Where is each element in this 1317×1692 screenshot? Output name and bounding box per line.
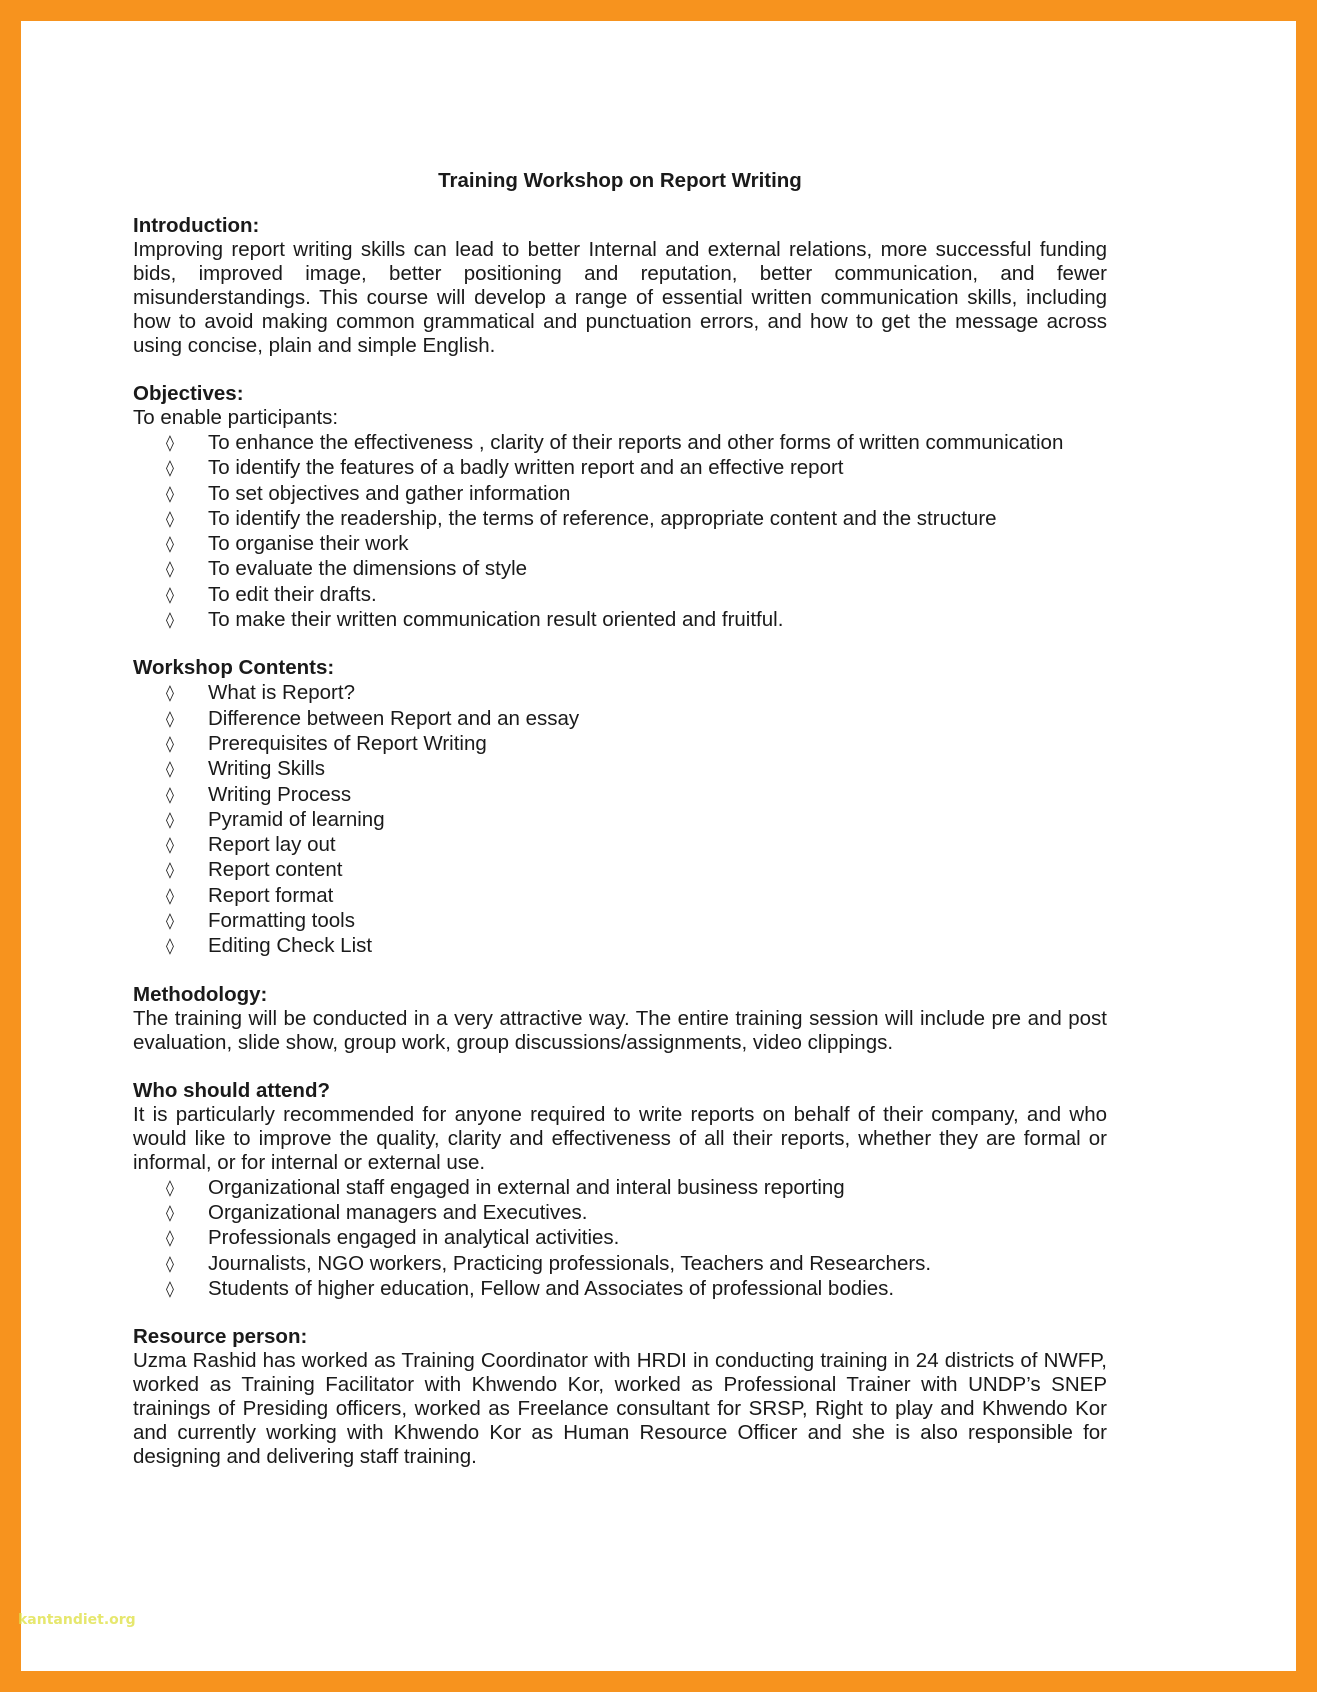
diamond-bullet-icon: ◊ bbox=[166, 1202, 174, 1222]
list-item bbox=[133, 1276, 1107, 1301]
contents-section bbox=[133, 656, 1107, 958]
list-item bbox=[133, 1251, 1107, 1276]
introduction-heading: Introduction: bbox=[133, 214, 260, 237]
list-item bbox=[133, 680, 1107, 705]
diamond-bullet-icon: ◊ bbox=[166, 683, 174, 703]
list-item-text: To set objectives and gather information bbox=[208, 481, 571, 505]
diamond-bullet-icon: ◊ bbox=[166, 559, 174, 579]
objectives-lead: To enable participants: bbox=[133, 406, 339, 429]
list-item bbox=[133, 1200, 1107, 1225]
methodology-heading: Methodology: bbox=[133, 982, 268, 1006]
contents-list bbox=[133, 680, 1107, 958]
list-item-text: Prerequisites of Report Writing bbox=[208, 731, 487, 755]
list-item-text: What is Report? bbox=[208, 681, 355, 705]
diamond-bullet-icon: ◊ bbox=[166, 759, 174, 779]
list-item-text: Journalists, NGO workers, Practicing professionals, Teachers and Researchers. bbox=[208, 1251, 932, 1275]
attend-list bbox=[133, 1175, 1107, 1301]
diamond-bullet-icon: ◊ bbox=[166, 610, 174, 630]
list-item bbox=[133, 582, 1107, 607]
list-item bbox=[133, 933, 1107, 958]
list-item bbox=[133, 857, 1107, 882]
list-item bbox=[133, 1225, 1107, 1250]
attend-text: It is particularly recommended for anyone required to write reports on behalf of their company, and who would like to improve the quality, clarity and effectiveness of all their reports, whether they are formal or informal, or for internal or external use. bbox=[133, 1102, 1107, 1174]
document-page bbox=[21, 21, 1296, 1671]
resource-section bbox=[133, 1325, 1107, 1469]
diamond-bullet-icon: ◊ bbox=[166, 936, 174, 956]
diamond-bullet-icon: ◊ bbox=[166, 1253, 174, 1273]
diamond-bullet-icon: ◊ bbox=[166, 708, 174, 728]
diamond-bullet-icon: ◊ bbox=[166, 1228, 174, 1248]
list-item-text: To identify the readership, the terms of reference, appropriate content and the structure bbox=[208, 506, 997, 530]
contents-heading: Workshop Contents: bbox=[133, 656, 335, 680]
list-item bbox=[133, 807, 1107, 832]
list-item bbox=[133, 832, 1107, 857]
list-item-text: To evaluate the dimensions of style bbox=[208, 557, 528, 581]
introduction-section bbox=[133, 214, 1107, 358]
list-item bbox=[133, 531, 1107, 556]
diamond-bullet-icon: ◊ bbox=[166, 733, 174, 753]
watermark-text: kantandiet.org bbox=[18, 1612, 136, 1628]
list-item bbox=[133, 782, 1107, 807]
list-item-text: Report content bbox=[208, 858, 343, 882]
list-item-text: To enhance the effectiveness , clarity of their reports and other forms of written communication bbox=[208, 431, 1064, 454]
list-item bbox=[133, 455, 1107, 480]
list-item bbox=[133, 430, 1107, 455]
list-item bbox=[133, 883, 1107, 908]
list-item bbox=[133, 506, 1107, 531]
list-item-text: To organise their work bbox=[208, 532, 409, 556]
list-item-text: Editing Check List bbox=[208, 934, 373, 958]
diamond-bullet-icon: ◊ bbox=[166, 1177, 174, 1197]
list-item bbox=[133, 706, 1107, 731]
list-item-text: Report format bbox=[208, 883, 334, 907]
diamond-bullet-icon: ◊ bbox=[166, 458, 174, 478]
diamond-bullet-icon: ◊ bbox=[166, 784, 174, 804]
diamond-bullet-icon: ◊ bbox=[166, 534, 174, 554]
list-item bbox=[133, 1175, 1107, 1200]
list-item-text: Formatting tools bbox=[208, 909, 355, 933]
list-item bbox=[133, 481, 1107, 506]
list-item bbox=[133, 556, 1107, 581]
diamond-bullet-icon: ◊ bbox=[166, 1278, 174, 1298]
diamond-bullet-icon: ◊ bbox=[166, 860, 174, 880]
document-body bbox=[133, 169, 1107, 1493]
diamond-bullet-icon: ◊ bbox=[166, 584, 174, 604]
objectives-heading: Objectives: bbox=[133, 382, 244, 405]
list-item-text: Writing Process bbox=[208, 782, 352, 806]
objectives-list bbox=[133, 430, 1107, 632]
list-item-text: Professionals engaged in analytical activities. bbox=[208, 1226, 620, 1250]
list-item-text: Organizational staff engaged in external and interal business reporting bbox=[208, 1175, 845, 1199]
diamond-bullet-icon: ◊ bbox=[166, 885, 174, 905]
resource-text: Uzma Rashid has worked as Training Coordinator with HRDI in conducting training in 24 districts of NWFP, worked as Training Facilitator with Khwendo Kor, worked as Professional Trainer with UNDP’s SNEP trainings of Presiding officers, worked as Freelance consultant for SRSP, Right to play and Khwendo Kor and currently working with Khwendo Kor as Human Resource Officer and she is also responsible for designing and delivering staff training. bbox=[133, 1349, 1107, 1469]
list-item bbox=[133, 607, 1107, 632]
diamond-bullet-icon: ◊ bbox=[166, 483, 174, 503]
list-item-text: To make their written communication result oriented and fruitful. bbox=[208, 608, 784, 632]
list-item-text: Organizational managers and Executives. bbox=[208, 1200, 588, 1224]
list-item-text: Writing Skills bbox=[208, 757, 325, 781]
diamond-bullet-icon: ◊ bbox=[166, 433, 174, 452]
attend-section bbox=[133, 1079, 1107, 1301]
list-item-text: Report lay out bbox=[208, 833, 336, 857]
introduction-text: Improving report writing skills can lead to better Internal and external relations, more successful funding bids, improved image, better positioning and reputation, better communication, and fewer misunderstandings. This course will develop a range of essential written communication skills, including how to avoid making common grammatical and punctuation errors, and how to get the message across using concise, plain and simple English. bbox=[133, 238, 1107, 357]
resource-heading: Resource person: bbox=[133, 1325, 308, 1349]
attend-heading: Who should attend? bbox=[133, 1078, 330, 1102]
list-item-text: To edit their drafts. bbox=[208, 582, 377, 606]
list-item-text: To identify the features of a badly written report and an effective report bbox=[208, 456, 844, 480]
list-item-text: Students of higher education, Fellow and Associates of professional bodies. bbox=[208, 1276, 895, 1300]
document-title: Training Workshop on Report Writing bbox=[438, 169, 802, 192]
methodology-section bbox=[133, 983, 1107, 1055]
diamond-bullet-icon: ◊ bbox=[166, 835, 174, 855]
objectives-section bbox=[133, 382, 1107, 632]
diamond-bullet-icon: ◊ bbox=[166, 911, 174, 931]
list-item-text: Difference between Report and an essay bbox=[208, 706, 580, 730]
diamond-bullet-icon: ◊ bbox=[166, 508, 174, 528]
diamond-bullet-icon: ◊ bbox=[166, 809, 174, 829]
list-item bbox=[133, 731, 1107, 756]
list-item bbox=[133, 756, 1107, 781]
list-item bbox=[133, 908, 1107, 933]
methodology-text: The training will be conducted in a very attractive way. The entire training session will include pre and post evaluation, slide show, group work, group discussions/assignments, video clippings. bbox=[133, 1006, 1107, 1054]
list-item-text: Pyramid of learning bbox=[208, 807, 385, 831]
